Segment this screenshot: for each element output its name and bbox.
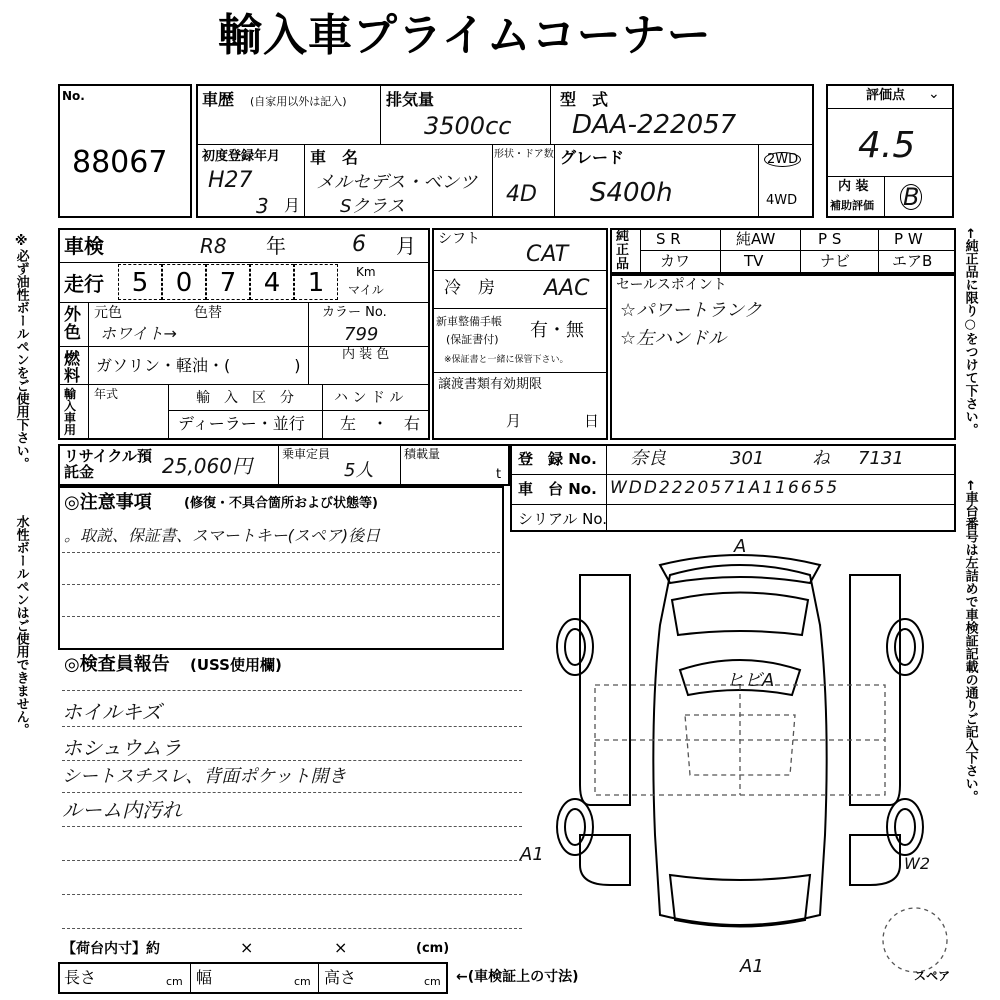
first-reg-month: 3 xyxy=(256,194,269,218)
genuine-item: P S xyxy=(818,230,842,248)
serial-label: シリアル No. xyxy=(518,510,608,528)
import-label: 輸入車用 xyxy=(64,387,77,437)
recycle-value: 25,060円 xyxy=(162,454,252,478)
handle-label: ハ ン ド ル xyxy=(334,390,404,406)
chassis-value: WDD2220571A116655 xyxy=(610,478,840,498)
model-value: DAA-222057 xyxy=(572,110,737,140)
manual-note: ※保証書と一緒に保管下さい。 xyxy=(444,355,569,365)
genuine-item: P W xyxy=(894,230,923,248)
diagram-mark: W2 xyxy=(904,854,930,873)
cargo-width-label: 幅 xyxy=(196,968,213,987)
mileage-digit: 4 xyxy=(250,264,294,300)
color-no-value: 799 xyxy=(344,324,379,345)
model-label: 型 式 xyxy=(560,90,609,109)
notes-title-sub: (修復・不具合箇所および状態等) xyxy=(184,496,378,511)
color-repaint: 色替 xyxy=(194,305,222,321)
right-note-genuine: ←純正品に限り○をつけて下さい。 xyxy=(962,228,978,436)
page-title: 輸入車プライムコーナー xyxy=(218,10,712,61)
cargo-arrow-note: ←(車検証上の寸法) xyxy=(456,969,579,985)
mileage-unit-mile: マイル xyxy=(348,283,384,297)
shaken-year: R8 xyxy=(200,234,227,258)
first-reg-year: H27 xyxy=(208,168,253,193)
fuel-label: 燃料 xyxy=(64,349,81,385)
no-value: 88067 xyxy=(72,145,168,180)
registration-label: 登 録 No. xyxy=(518,450,597,468)
sales-point-item: ☆パワートランク xyxy=(620,300,762,321)
diagram-mark: A xyxy=(734,536,747,557)
sales-point-label: セールスポイント xyxy=(616,277,727,293)
import-type-value: ディーラー・並行 xyxy=(178,414,305,433)
mileage-label: 走行 xyxy=(64,272,104,296)
load-unit: t xyxy=(496,467,502,482)
shaken-month: 6 xyxy=(352,232,366,257)
mileage-unit-km: Km xyxy=(356,265,376,279)
manual-label: 新車整備手帳 xyxy=(436,315,502,328)
inspector-line: ホイルキズ xyxy=(62,700,162,724)
right-note-chassis: ←車台番号は左詰めで車検証記載の通りご記入下さい。 xyxy=(962,480,978,803)
shaken-label: 車検 xyxy=(64,234,104,258)
registration-part: ね xyxy=(812,448,830,469)
grade-value: S400h xyxy=(590,178,673,208)
color-original: 元色 xyxy=(94,305,122,321)
handle-value: 左 ・ 右 xyxy=(340,414,421,433)
registration-part: 奈良 xyxy=(630,448,666,469)
spare-label: スペア xyxy=(914,969,951,983)
fuel-options: ガソリン・軽油・( ) xyxy=(96,356,301,375)
transfer-label: 譲渡書類有効期限 xyxy=(438,377,543,392)
genuine-item: TV xyxy=(744,252,764,270)
no-label: No. xyxy=(62,89,85,103)
shareki-note: (自家用以外は記入) xyxy=(250,95,347,108)
ac-label: 冷 房 xyxy=(444,278,495,298)
cargo-height-label: 高さ xyxy=(324,968,357,987)
inspector-title: ◎検査員報告 xyxy=(64,654,170,675)
manual-sub: (保証書付) xyxy=(446,333,499,346)
car-diagram xyxy=(520,535,960,983)
inspector-line: シートスチスレ、背面ポケット開き xyxy=(62,766,347,787)
shareki-label: 車歴 xyxy=(202,90,235,109)
displacement-value: 3500cc xyxy=(424,112,512,140)
color-no-label: カラー No. xyxy=(322,305,387,320)
left-note-water-pen: 水性ボールペンはご使用できません。 xyxy=(13,515,29,736)
interior-label: 内 装 xyxy=(838,179,869,194)
cargo-width-unit: cm xyxy=(294,975,311,988)
genuine-item: S R xyxy=(656,230,681,248)
inspector-line: ルーム内汚れ xyxy=(62,798,182,822)
cargo-length-label: 長さ xyxy=(64,968,97,987)
shaken-year-unit: 年 xyxy=(266,234,286,258)
import-year-label: 年式 xyxy=(94,387,119,401)
registration-part: 301 xyxy=(730,448,765,469)
shift-label: シフト xyxy=(438,231,480,247)
ac-value: AAC xyxy=(544,276,590,301)
notes-line: 。取説、保証書、スマートキー(スペア)後日 xyxy=(64,526,381,545)
import-type-label: 輸 入 区 分 xyxy=(196,390,294,406)
interior-value: B xyxy=(900,184,922,210)
rating-value: 4.5 xyxy=(858,125,916,166)
transfer-month: 月 xyxy=(506,412,522,430)
inspector-title-sub: (USS使用欄) xyxy=(190,656,282,674)
interior-color-label: 内 装 色 xyxy=(342,347,390,362)
cargo-height-unit: cm xyxy=(424,975,441,988)
car-class-value: Sクラス xyxy=(340,196,405,217)
drive-2wd: 2WD xyxy=(764,152,801,167)
cargo-unit: (cm) xyxy=(416,941,450,956)
capacity-value: 5人 xyxy=(344,460,374,481)
doors-value: 4D xyxy=(506,182,537,207)
genuine-item: エアB xyxy=(892,252,933,270)
chassis-label: 車 台 No. xyxy=(518,480,597,498)
shaken-month-unit: 月 xyxy=(396,234,416,258)
sales-point-box xyxy=(610,274,956,440)
shift-value: CAT xyxy=(526,242,569,267)
mileage-digit: 0 xyxy=(162,264,206,300)
color-label: 外色 xyxy=(64,305,81,343)
first-reg-month-unit: 月 xyxy=(284,196,301,215)
cargo-dim-box xyxy=(58,962,448,994)
cargo-x2: × xyxy=(334,938,348,957)
transfer-day: 日 xyxy=(584,412,600,430)
inspector-line: ホシュウムラ xyxy=(62,736,182,760)
displacement-label: 排気量 xyxy=(386,90,435,109)
first-reg-label: 初度登録年月 xyxy=(202,149,281,164)
cargo-label: 【荷台内寸】約 xyxy=(62,941,160,957)
sales-point-item: ☆左ハンドル xyxy=(620,328,727,349)
color-value: ホワイト→ xyxy=(100,324,177,343)
cargo-x1: × xyxy=(240,938,254,957)
diagram-mark: A1 xyxy=(520,844,544,865)
registration-part: 7131 xyxy=(858,448,904,469)
recycle-label: リサイクル預託金 xyxy=(64,447,152,481)
mileage-digit: 5 xyxy=(118,264,162,300)
diagram-mark: ヒビA xyxy=(726,670,775,691)
grade-label: グレード xyxy=(560,148,625,167)
left-note-oil-pen: ※必ず油性ボールペンをご使用下さい。 xyxy=(13,234,29,470)
diagram-mark: A1 xyxy=(740,956,764,977)
car-name-label: 車 名 xyxy=(310,148,359,167)
chevron-down-icon: ⌄ xyxy=(928,86,940,102)
cargo-length-unit: cm xyxy=(166,975,183,988)
genuine-item: 純AW xyxy=(736,230,776,248)
interior-sub: 補助評価 xyxy=(830,199,874,212)
capacity-label: 乗車定員 xyxy=(282,447,331,461)
mileage-digits xyxy=(118,264,342,300)
drive-4wd: 4WD xyxy=(766,193,798,208)
rating-label: 評価点 xyxy=(866,88,906,103)
manual-options: 有・無 xyxy=(530,320,584,341)
mileage-digit: 7 xyxy=(206,264,250,300)
genuine-label: 純正品 xyxy=(616,229,630,272)
notes-title: ◎注意事項 xyxy=(64,492,152,513)
car-name-value: メルセデス・ベンツ xyxy=(316,172,478,193)
mileage-digit: 1 xyxy=(294,264,338,300)
doors-label: 形状・ドア数 xyxy=(494,149,554,160)
load-label: 積載量 xyxy=(404,447,441,461)
genuine-item: カワ xyxy=(660,252,691,270)
genuine-item: ナビ xyxy=(820,252,851,270)
